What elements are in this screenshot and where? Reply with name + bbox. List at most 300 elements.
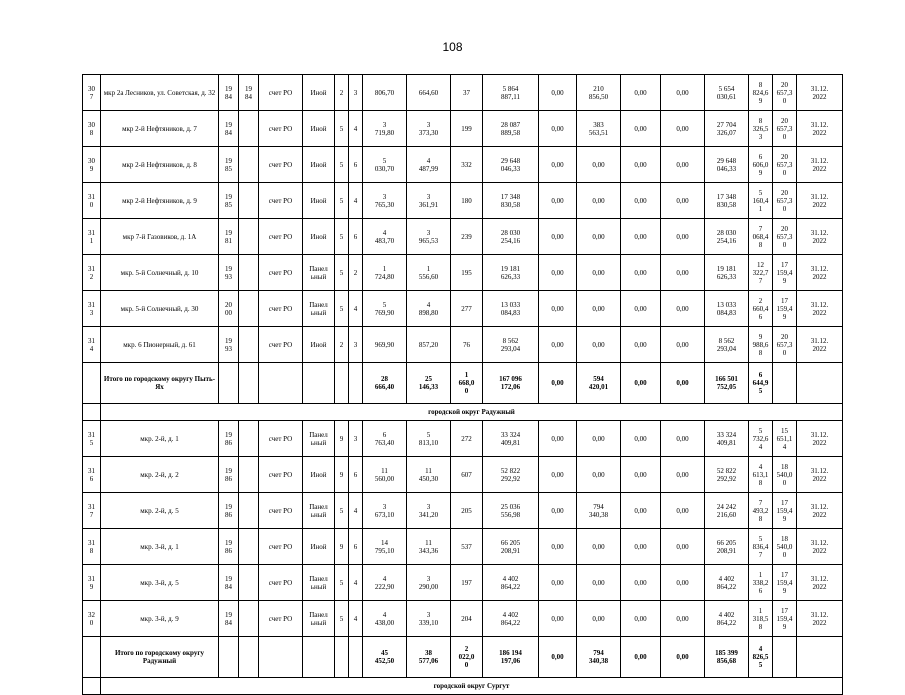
- table-cell: 31.12. 2022: [797, 75, 843, 111]
- table-cell: 0,00: [577, 255, 621, 291]
- table-cell: 14 795,10: [363, 529, 407, 565]
- table-cell: 31 7: [83, 493, 101, 529]
- table-cell: 0,00: [621, 601, 661, 637]
- total-cell: 38 577,06: [407, 637, 451, 678]
- table-cell: Панел ьный: [303, 565, 335, 601]
- table-row: [83, 291, 843, 327]
- table-cell: 0,00: [539, 601, 577, 637]
- table-cell: 31.12. 2022: [797, 601, 843, 637]
- total-cell: 4 826,5 5: [749, 637, 773, 678]
- table-row: [83, 493, 843, 529]
- table-cell: 33 324 409,81: [705, 421, 749, 457]
- table-cell: 4 438,00: [363, 601, 407, 637]
- table-cell: 0,00: [539, 327, 577, 363]
- page-number: 108: [442, 40, 463, 54]
- table-cell: 9 988,6 8: [749, 327, 773, 363]
- table-cell: 9: [335, 457, 349, 493]
- table-cell: [349, 363, 363, 404]
- table-cell: 0,00: [661, 529, 705, 565]
- table-cell: Иной: [303, 327, 335, 363]
- table-cell: 20 657,3 0: [773, 183, 797, 219]
- table-cell: счет РО: [259, 255, 303, 291]
- table-cell: 15 651,1 4: [773, 421, 797, 457]
- table-cell: 4: [349, 183, 363, 219]
- table-cell: 31 2: [83, 255, 101, 291]
- table-cell: 0,00: [539, 183, 577, 219]
- table-cell: 3: [349, 421, 363, 457]
- table-body: [83, 75, 843, 695]
- table-cell: 5: [335, 147, 349, 183]
- table-cell: 0,00: [577, 601, 621, 637]
- table-cell: 8 562 293,04: [705, 327, 749, 363]
- table-cell: 31.12. 2022: [797, 291, 843, 327]
- table-cell: счет РО: [259, 601, 303, 637]
- table-cell: 5: [335, 219, 349, 255]
- table-cell: 4 222,90: [363, 565, 407, 601]
- table-cell: 4 402 864,22: [483, 565, 539, 601]
- table-cell: 383 563,51: [577, 111, 621, 147]
- table-cell: 0,00: [661, 457, 705, 493]
- table-cell: 31 0: [83, 183, 101, 219]
- table-cell: 0,00: [621, 421, 661, 457]
- table-row: [83, 565, 843, 601]
- total-label: Итого по городскому округу Пыть-Ях: [101, 363, 219, 404]
- table-cell: 31 9: [83, 565, 101, 601]
- table-cell: [239, 111, 259, 147]
- total-label: Итого по городскому округу Радужный: [101, 637, 219, 678]
- table-cell: 19 85: [219, 147, 239, 183]
- table-cell: 5 732,6 4: [749, 421, 773, 457]
- table-cell: 52 822 292,92: [483, 457, 539, 493]
- table-cell: 806,70: [363, 75, 407, 111]
- table-cell: 0,00: [577, 529, 621, 565]
- table-cell: Иной: [303, 529, 335, 565]
- table-cell: счет РО: [259, 457, 303, 493]
- table-cell: 3 373,30: [407, 111, 451, 147]
- table-cell: 31.12. 2022: [797, 493, 843, 529]
- table-cell: 239: [451, 219, 483, 255]
- table-cell: 2 660,4 6: [749, 291, 773, 327]
- table-cell: 0,00: [577, 327, 621, 363]
- table-cell: 0,00: [577, 421, 621, 457]
- table-cell: 199: [451, 111, 483, 147]
- table-cell: 31 5: [83, 421, 101, 457]
- table-cell: 20 00: [219, 291, 239, 327]
- table-cell: 5: [335, 493, 349, 529]
- table-cell: 0,00: [577, 457, 621, 493]
- table-row: [83, 111, 843, 147]
- table-cell: мкр. 6 Пионерный, д. 61: [101, 327, 219, 363]
- table-cell: мкр 2-й Нефтяников, д. 7: [101, 111, 219, 147]
- table-cell: 197: [451, 565, 483, 601]
- table-cell: 19 85: [219, 183, 239, 219]
- table-cell: 19 84: [219, 565, 239, 601]
- table-cell: 0,00: [661, 421, 705, 457]
- table-cell: мкр. 3-й, д. 1: [101, 529, 219, 565]
- table-cell: [239, 147, 259, 183]
- table-cell: 4: [349, 291, 363, 327]
- table-cell: 1 724,80: [363, 255, 407, 291]
- table-cell: 195: [451, 255, 483, 291]
- table-cell: 0,00: [621, 457, 661, 493]
- table-cell: 11 560,00: [363, 457, 407, 493]
- table-cell: 19 181 626,33: [483, 255, 539, 291]
- table-cell: 31 6: [83, 457, 101, 493]
- table-cell: 0,00: [621, 327, 661, 363]
- table-cell: 0,00: [539, 457, 577, 493]
- table-cell: 0,00: [539, 147, 577, 183]
- table-cell: 4 487,99: [407, 147, 451, 183]
- table-cell: 3: [349, 327, 363, 363]
- table-cell: 664,60: [407, 75, 451, 111]
- table-cell: 17 159,4 9: [773, 291, 797, 327]
- table-cell: [83, 637, 101, 678]
- table-cell: 5: [335, 111, 349, 147]
- table-cell: 794 340,38: [577, 493, 621, 529]
- table-cell: 4: [349, 565, 363, 601]
- total-cell: 0,00: [539, 363, 577, 404]
- table-cell: счет РО: [259, 219, 303, 255]
- table-cell: 4: [349, 111, 363, 147]
- table-cell: 18 540,0 0: [773, 529, 797, 565]
- table-cell: 6 606,0 9: [749, 147, 773, 183]
- table-cell: 272: [451, 421, 483, 457]
- table-cell: 4 613,1 8: [749, 457, 773, 493]
- table-cell: 0,00: [661, 601, 705, 637]
- table-cell: [259, 363, 303, 404]
- table-cell: 20 657,3 0: [773, 219, 797, 255]
- table-cell: 3 341,20: [407, 493, 451, 529]
- table-cell: 19 181 626,33: [705, 255, 749, 291]
- table-cell: 31.12. 2022: [797, 529, 843, 565]
- table-cell: [303, 363, 335, 404]
- table-cell: 18 540,0 0: [773, 457, 797, 493]
- table-cell: мкр. 5-й Солнечный, д. 30: [101, 291, 219, 327]
- table-cell: 52 822 292,92: [705, 457, 749, 493]
- table-cell: 66 205 208,91: [705, 529, 749, 565]
- table-cell: 5: [335, 565, 349, 601]
- table-cell: [239, 637, 259, 678]
- table-row: [83, 529, 843, 565]
- total-row: [83, 637, 843, 678]
- table-cell: 0,00: [539, 111, 577, 147]
- total-cell: 167 096 172,06: [483, 363, 539, 404]
- table-row: [83, 255, 843, 291]
- section-header-row: [83, 678, 843, 695]
- table-cell: 13 033 084,83: [705, 291, 749, 327]
- total-cell: [773, 363, 797, 404]
- total-cell: [797, 363, 843, 404]
- table-cell: 0,00: [661, 111, 705, 147]
- table-cell: [349, 637, 363, 678]
- table-cell: 31 8: [83, 529, 101, 565]
- table-cell: 5: [335, 601, 349, 637]
- table-row: [83, 327, 843, 363]
- total-cell: 594 420,01: [577, 363, 621, 404]
- table-cell: 33 324 409,81: [483, 421, 539, 457]
- table-cell: [83, 404, 101, 421]
- table-cell: [239, 363, 259, 404]
- table-cell: 9: [335, 421, 349, 457]
- table-cell: 20 657,3 0: [773, 147, 797, 183]
- table-cell: 3 673,10: [363, 493, 407, 529]
- table-cell: 20 657,3 0: [773, 327, 797, 363]
- table-cell: 0,00: [539, 255, 577, 291]
- table-cell: [239, 529, 259, 565]
- table-cell: 28 087 889,58: [483, 111, 539, 147]
- table-cell: 31 1: [83, 219, 101, 255]
- table-cell: мкр. 2-й, д. 5: [101, 493, 219, 529]
- table-cell: 0,00: [577, 219, 621, 255]
- table-cell: 13 033 084,83: [483, 291, 539, 327]
- table-cell: 5: [335, 291, 349, 327]
- table-cell: 3 965,53: [407, 219, 451, 255]
- table-cell: 0,00: [621, 291, 661, 327]
- table-cell: 6: [349, 219, 363, 255]
- table-cell: 0,00: [621, 565, 661, 601]
- table-cell: 4 483,70: [363, 219, 407, 255]
- table-cell: 0,00: [661, 183, 705, 219]
- table-cell: 0,00: [621, 255, 661, 291]
- table-cell: 19 86: [219, 529, 239, 565]
- table-cell: 19 84: [219, 111, 239, 147]
- table-cell: 210 856,50: [577, 75, 621, 111]
- table-cell: [239, 457, 259, 493]
- table-cell: 5 769,90: [363, 291, 407, 327]
- table-cell: 19 84: [239, 75, 259, 111]
- table-cell: 8 824,6 9: [749, 75, 773, 111]
- table-cell: 1 338,2 6: [749, 565, 773, 601]
- table-cell: [335, 637, 349, 678]
- table-cell: 0,00: [661, 255, 705, 291]
- total-cell: 45 452,50: [363, 637, 407, 678]
- table-cell: 4: [349, 493, 363, 529]
- table-cell: 30 9: [83, 147, 101, 183]
- table-cell: 2: [335, 75, 349, 111]
- table-cell: 17 159,4 9: [773, 255, 797, 291]
- table-cell: 31.12. 2022: [797, 219, 843, 255]
- table-cell: [239, 183, 259, 219]
- table-cell: 29 648 046,33: [705, 147, 749, 183]
- table-cell: счет РО: [259, 529, 303, 565]
- table-cell: Иной: [303, 183, 335, 219]
- total-cell: 0,00: [621, 637, 661, 678]
- table-cell: 31.12. 2022: [797, 183, 843, 219]
- table-cell: 8 562 293,04: [483, 327, 539, 363]
- table-cell: [259, 637, 303, 678]
- table-cell: 0,00: [661, 219, 705, 255]
- table-cell: 6: [349, 147, 363, 183]
- table-cell: 0,00: [621, 493, 661, 529]
- table-cell: 27 704 326,07: [705, 111, 749, 147]
- table-cell: 31 3: [83, 291, 101, 327]
- table-cell: 76: [451, 327, 483, 363]
- table-cell: Иной: [303, 219, 335, 255]
- table-cell: 2: [335, 327, 349, 363]
- table-cell: 0,00: [577, 183, 621, 219]
- table-cell: мкр 2-й Нефтяников, д. 8: [101, 147, 219, 183]
- table-cell: 3 290,00: [407, 565, 451, 601]
- table-cell: [239, 601, 259, 637]
- table-cell: 0,00: [539, 493, 577, 529]
- table-cell: мкр 7-й Газовиков, д. 1А: [101, 219, 219, 255]
- section-header-row: [83, 404, 843, 421]
- total-row: [83, 363, 843, 404]
- table-cell: 11 343,36: [407, 529, 451, 565]
- table-cell: мкр 2а Лесников, ул. Советская, д. 32: [101, 75, 219, 111]
- table-cell: 0,00: [577, 291, 621, 327]
- table-cell: 537: [451, 529, 483, 565]
- table-cell: 30 8: [83, 111, 101, 147]
- table-cell: Панел ьный: [303, 493, 335, 529]
- total-cell: 0,00: [661, 363, 705, 404]
- table-cell: 180: [451, 183, 483, 219]
- table-cell: Панел ьный: [303, 291, 335, 327]
- table-cell: мкр. 3-й, д. 5: [101, 565, 219, 601]
- table-cell: Иной: [303, 457, 335, 493]
- table-cell: 8 326,5 3: [749, 111, 773, 147]
- table-cell: 31.12. 2022: [797, 457, 843, 493]
- section-label: городской округ Сургут: [101, 678, 843, 695]
- total-cell: 186 194 197,06: [483, 637, 539, 678]
- table-cell: 3 719,80: [363, 111, 407, 147]
- table-cell: 4 402 864,22: [483, 601, 539, 637]
- table-cell: 0,00: [661, 75, 705, 111]
- table-cell: Панел ьный: [303, 255, 335, 291]
- table-cell: 4 402 864,22: [705, 565, 749, 601]
- table-row: [83, 457, 843, 493]
- table-cell: 24 242 216,60: [705, 493, 749, 529]
- table-cell: счет РО: [259, 493, 303, 529]
- table-cell: 17 159,4 9: [773, 493, 797, 529]
- table-cell: 3 339,10: [407, 601, 451, 637]
- total-cell: 0,00: [661, 637, 705, 678]
- total-cell: [773, 637, 797, 678]
- table-cell: мкр. 5-й Солнечный, д. 10: [101, 255, 219, 291]
- table-cell: 19 86: [219, 421, 239, 457]
- table-cell: 0,00: [661, 291, 705, 327]
- table-cell: 3 361,91: [407, 183, 451, 219]
- total-cell: 1 668,0 0: [451, 363, 483, 404]
- table-cell: 205: [451, 493, 483, 529]
- table-cell: мкр. 2-й, д. 1: [101, 421, 219, 457]
- table-cell: счет РО: [259, 183, 303, 219]
- table-cell: 0,00: [661, 565, 705, 601]
- table-cell: 5: [335, 183, 349, 219]
- table-cell: 0,00: [577, 147, 621, 183]
- table-cell: 0,00: [539, 291, 577, 327]
- table-cell: 20 657,3 0: [773, 111, 797, 147]
- table-cell: 6: [349, 457, 363, 493]
- table-cell: 0,00: [621, 111, 661, 147]
- table-cell: счет РО: [259, 147, 303, 183]
- table-cell: 28 030 254,16: [705, 219, 749, 255]
- table-row: [83, 75, 843, 111]
- table-cell: [239, 493, 259, 529]
- table-cell: 66 205 208,91: [483, 529, 539, 565]
- table-row: [83, 183, 843, 219]
- table-cell: 12 322,7 7: [749, 255, 773, 291]
- table-cell: счет РО: [259, 565, 303, 601]
- table-cell: 3: [349, 75, 363, 111]
- total-cell: [797, 637, 843, 678]
- table-cell: 31.12. 2022: [797, 255, 843, 291]
- table-row: [83, 147, 843, 183]
- total-cell: 0,00: [621, 363, 661, 404]
- table-cell: мкр 2-й Нефтяников, д. 9: [101, 183, 219, 219]
- table-cell: 5 160,4 1: [749, 183, 773, 219]
- table-cell: 31.12. 2022: [797, 565, 843, 601]
- table-cell: 32 0: [83, 601, 101, 637]
- table-cell: 0,00: [621, 183, 661, 219]
- table-cell: 7 493,2 8: [749, 493, 773, 529]
- table-cell: 5 654 030,61: [705, 75, 749, 111]
- total-cell: 794 340,38: [577, 637, 621, 678]
- table-cell: 0,00: [621, 529, 661, 565]
- total-cell: 166 501 752,05: [705, 363, 749, 404]
- table-cell: 0,00: [539, 75, 577, 111]
- table-cell: 5 030,70: [363, 147, 407, 183]
- total-cell: 2 022,0 0: [451, 637, 483, 678]
- table-cell: 0,00: [621, 147, 661, 183]
- total-cell: 25 146,33: [407, 363, 451, 404]
- table-cell: 19 84: [219, 75, 239, 111]
- table-cell: 17 159,4 9: [773, 565, 797, 601]
- table-cell: 4 898,80: [407, 291, 451, 327]
- section-label: городской округ Радужный: [101, 404, 843, 421]
- total-cell: 0,00: [539, 637, 577, 678]
- total-cell: 185 399 856,68: [705, 637, 749, 678]
- table-cell: 0,00: [661, 147, 705, 183]
- table-cell: [239, 291, 259, 327]
- table-cell: 17 159,4 9: [773, 601, 797, 637]
- table-row: [83, 601, 843, 637]
- table-cell: [239, 219, 259, 255]
- table-cell: счет РО: [259, 291, 303, 327]
- table-cell: 19 81: [219, 219, 239, 255]
- table-cell: 4: [349, 601, 363, 637]
- housing-repair-table: [82, 74, 843, 695]
- table-cell: 0,00: [539, 565, 577, 601]
- table-cell: [303, 637, 335, 678]
- table-cell: 0,00: [621, 75, 661, 111]
- table-cell: 17 348 830,58: [705, 183, 749, 219]
- table-cell: 19 84: [219, 601, 239, 637]
- table-cell: 277: [451, 291, 483, 327]
- table-cell: 4 402 864,22: [705, 601, 749, 637]
- table-cell: 11 450,30: [407, 457, 451, 493]
- table-cell: 0,00: [577, 565, 621, 601]
- table-cell: 31.12. 2022: [797, 111, 843, 147]
- table-cell: 1 318,5 8: [749, 601, 773, 637]
- table-cell: 0,00: [661, 493, 705, 529]
- table-cell: 857,20: [407, 327, 451, 363]
- table-cell: Иной: [303, 147, 335, 183]
- table-cell: 0,00: [621, 219, 661, 255]
- table-cell: мкр. 3-й, д. 9: [101, 601, 219, 637]
- table-cell: счет РО: [259, 327, 303, 363]
- table-cell: 5: [335, 255, 349, 291]
- table-cell: мкр. 2-й, д. 2: [101, 457, 219, 493]
- table-cell: 332: [451, 147, 483, 183]
- table-cell: 31.12. 2022: [797, 147, 843, 183]
- table-cell: 25 036 556,98: [483, 493, 539, 529]
- table-cell: [219, 637, 239, 678]
- table-cell: Панел ьный: [303, 601, 335, 637]
- table-cell: 969,90: [363, 327, 407, 363]
- table-row: [83, 219, 843, 255]
- table-cell: 6: [349, 529, 363, 565]
